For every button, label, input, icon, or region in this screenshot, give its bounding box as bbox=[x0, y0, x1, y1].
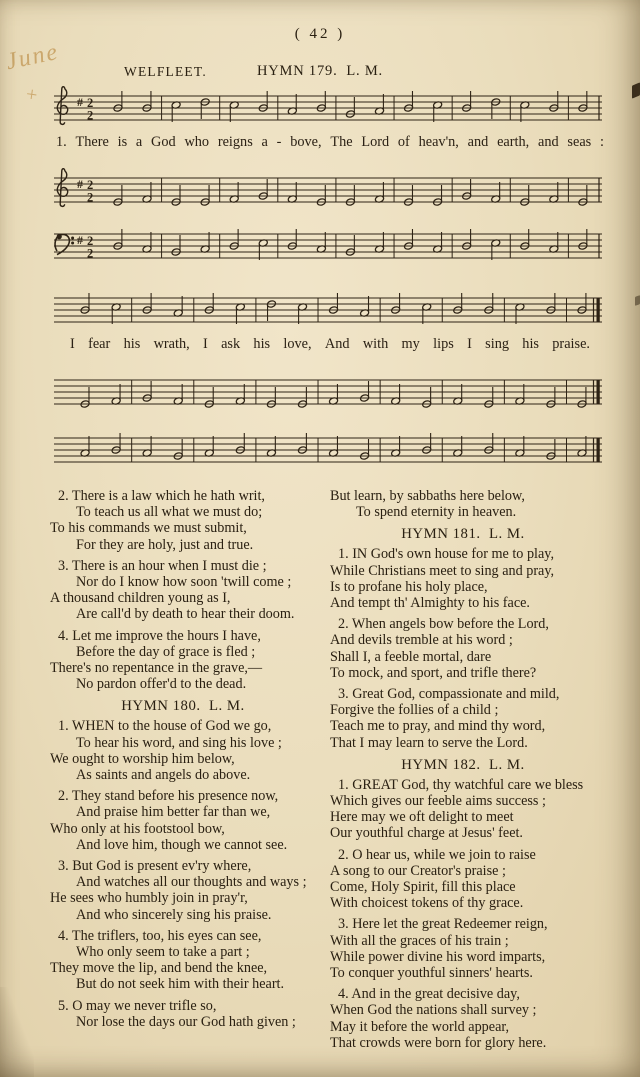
lyric-line bbox=[70, 336, 590, 353]
svg-text:#: # bbox=[77, 233, 83, 247]
verse-line: We ought to worship him below, bbox=[50, 750, 235, 767]
verse-line: No pardon offer'd to the dead. bbox=[76, 676, 247, 693]
verse-line: 3. Here let the great Redeemer reign, bbox=[338, 916, 548, 933]
verse bbox=[50, 858, 316, 923]
lyric-word: sing bbox=[485, 336, 509, 352]
verse bbox=[330, 686, 596, 751]
lyric-word: with bbox=[362, 336, 389, 352]
verse-line: 4. The triflers, too, his eyes can see, bbox=[58, 927, 262, 944]
music-staff bbox=[52, 368, 604, 416]
svg-text:2: 2 bbox=[87, 190, 94, 205]
verse-line: 4. And in the great decisive day, bbox=[338, 986, 520, 1003]
verse-line: He sees who humbly join in pray'r, bbox=[50, 890, 248, 907]
page-corner-shadow bbox=[0, 987, 34, 1077]
verse-line: With all the graces of his train ; bbox=[330, 932, 509, 949]
lyric-word: - bbox=[276, 134, 282, 150]
verse-line: May it before the world appear, bbox=[330, 1018, 510, 1035]
verse bbox=[330, 847, 596, 912]
lyric-word: a bbox=[135, 134, 143, 150]
page-number: ( 42 ) bbox=[294, 26, 346, 42]
verse-line: 1. WHEN to the house of God we go, bbox=[58, 718, 272, 735]
verse-line: Nor lose the days our God hath given ; bbox=[76, 1013, 296, 1030]
verse bbox=[50, 628, 316, 693]
verse-line: Nor do I know how soon 'twill come ; bbox=[76, 574, 292, 591]
verse-line: 2. O hear us, while we join to raise bbox=[338, 846, 536, 863]
lyric-word: 1. bbox=[56, 134, 67, 150]
verse-line: To conquer youthful sinners' hearts. bbox=[330, 965, 533, 982]
verse-line: And devils tremble at his word ; bbox=[330, 632, 513, 649]
verse-line: That I may learn to serve the Lord. bbox=[330, 734, 528, 751]
lyric-word: his bbox=[253, 336, 271, 352]
lyric-word: is bbox=[117, 134, 128, 150]
verse-line: 1. GREAT God, thy watchful care we bless bbox=[338, 776, 584, 793]
verse bbox=[50, 928, 316, 993]
lyric-word: I bbox=[203, 336, 208, 352]
verse-line: But do not seek him with their heart. bbox=[76, 976, 285, 993]
hymn-heading: HYMN 181. L. M. bbox=[401, 526, 525, 543]
verse-line: 3. There is an hour when I must die ; bbox=[58, 557, 267, 574]
verse-line: Is to profane his holy place, bbox=[330, 578, 488, 595]
verse-line: A thousand children young as I, bbox=[50, 590, 231, 607]
tune-name: WELFLEET. bbox=[124, 64, 207, 79]
lyric-word: his bbox=[123, 336, 141, 352]
verse-line: 3. But God is present ev'ry where, bbox=[58, 858, 252, 875]
left-column bbox=[50, 488, 316, 1035]
lyric-word: his bbox=[522, 336, 539, 352]
music-staff bbox=[52, 426, 604, 474]
verse-line: Our youthful charge at Jesus' feet. bbox=[330, 825, 523, 842]
verse bbox=[330, 546, 596, 611]
verse-line: 5. O may we never trifle so, bbox=[58, 997, 217, 1014]
lyric-word: praise. bbox=[552, 336, 590, 352]
lyric-word: reigns bbox=[217, 134, 253, 150]
lyric-word: bove, bbox=[290, 134, 322, 150]
verse bbox=[330, 986, 596, 1051]
music-staff bbox=[52, 286, 604, 334]
verse-line: While Christians meet to sing and pray, bbox=[330, 562, 555, 579]
verse-line: When God the nations shall survey ; bbox=[330, 1002, 537, 1019]
verse-line: And watches all our thoughts and ways ; bbox=[76, 874, 307, 891]
verse-line: Who only seem to take a part ; bbox=[76, 944, 250, 961]
lyric-word: love, bbox=[283, 336, 312, 352]
music-staff bbox=[52, 84, 604, 132]
lyric-word: ask bbox=[221, 336, 241, 352]
verse-line: To hear his word, and sing his love ; bbox=[76, 734, 282, 751]
hymn-heading: HYMN 182. L. M. bbox=[401, 756, 525, 773]
lyric-line bbox=[56, 134, 604, 151]
lyric-word: and bbox=[538, 134, 559, 150]
verse-line: And who sincerely sing his praise. bbox=[76, 906, 272, 923]
verse-line: Here may we oft delight to meet bbox=[330, 809, 514, 826]
svg-text:#: # bbox=[77, 177, 83, 191]
verse bbox=[330, 488, 596, 520]
verse-line: Shall I, a feeble mortal, dare bbox=[330, 648, 492, 665]
verse-line: Come, Holy Spirit, fill this place bbox=[330, 879, 516, 896]
handwritten-cross-mark: + bbox=[24, 83, 39, 107]
lyric-word: who bbox=[184, 134, 210, 150]
verse-line: Before the day of grace is fled ; bbox=[76, 643, 256, 660]
verse-line: 4. Let me improve the hours I have, bbox=[58, 627, 261, 644]
hymn-heading: HYMN 180. L. M. bbox=[121, 698, 245, 715]
lyric-word: lips bbox=[433, 336, 454, 352]
verse-line: While power divine his word imparts, bbox=[330, 948, 546, 965]
verse-line: To his commands we must submit, bbox=[50, 520, 247, 537]
svg-text:2: 2 bbox=[87, 178, 94, 192]
svg-text:2: 2 bbox=[87, 96, 94, 110]
verse bbox=[330, 616, 596, 681]
verse-line: 2. There is a law which he hath writ, bbox=[58, 488, 265, 504]
lyric-word: I bbox=[70, 336, 75, 352]
hymn-title: HYMN 179. L. M. bbox=[257, 63, 383, 79]
verse bbox=[50, 488, 316, 553]
right-column bbox=[330, 488, 596, 1056]
music-staff bbox=[52, 222, 604, 270]
page-edge-mark bbox=[632, 82, 640, 98]
verse-line: To spend eternity in heaven. bbox=[356, 504, 517, 521]
lyric-word: God bbox=[151, 134, 176, 150]
lyric-word: fear bbox=[88, 336, 111, 352]
verse-line: For they are holy, just and true. bbox=[76, 536, 254, 553]
verse-line: To mock, and sport, and trifle there? bbox=[330, 664, 537, 681]
lyric-word: Lord bbox=[361, 134, 390, 150]
svg-text:2: 2 bbox=[87, 108, 94, 123]
lyric-word: earth, bbox=[497, 134, 530, 150]
verse-line: As saints and angels do above. bbox=[76, 767, 251, 784]
verse-line: 2. When angels bow before the Lord, bbox=[338, 616, 549, 633]
verse-line: 1. IN God's own house for me to play, bbox=[338, 546, 554, 563]
music-staff bbox=[52, 166, 604, 214]
page-edge-mark bbox=[635, 295, 640, 306]
verse bbox=[50, 788, 316, 853]
svg-text:2: 2 bbox=[87, 234, 94, 248]
lyric-word: my bbox=[401, 336, 420, 352]
verse-line: And tempt th' Almighty to his face. bbox=[330, 595, 530, 612]
lyric-word: a bbox=[261, 134, 268, 150]
verse bbox=[330, 777, 596, 842]
svg-text:#: # bbox=[77, 95, 83, 109]
lyric-word: There bbox=[75, 134, 109, 150]
verse-line: That crowds were born for glory here. bbox=[330, 1034, 547, 1051]
handwritten-margin-note: June bbox=[3, 38, 62, 76]
verse-line: With choicest tokens of thy grace. bbox=[330, 895, 524, 912]
verse-line: 3. Great God, compassionate and mild, bbox=[338, 686, 560, 703]
lyric-word: And bbox=[324, 336, 350, 352]
lyric-word: and bbox=[467, 134, 489, 150]
lyric-word: The bbox=[330, 134, 353, 150]
verse-line: To teach us all what we must do; bbox=[76, 504, 263, 521]
verse-line: Which gives our feeble aims success ; bbox=[330, 793, 546, 810]
verse-line: Are call'd by death to hear their doom. bbox=[76, 606, 295, 623]
svg-text:2: 2 bbox=[87, 246, 94, 261]
verse-line: And love him, though we cannot see. bbox=[76, 836, 288, 853]
verse bbox=[50, 718, 316, 783]
verse-line: 2. They stand before his presence now, bbox=[58, 788, 279, 805]
lyric-word: of bbox=[397, 134, 410, 150]
verse bbox=[330, 916, 596, 981]
verse-line: They move the lip, and bend the knee, bbox=[50, 960, 268, 977]
verse-line: But learn, by sabbaths here below, bbox=[330, 488, 525, 504]
verse bbox=[50, 558, 316, 623]
verse bbox=[50, 998, 316, 1030]
verse-line: Teach me to pray, and mind thy word, bbox=[330, 718, 546, 735]
lyric-word: I bbox=[467, 336, 472, 352]
verse-line: There's no repentance in the grave,— bbox=[50, 660, 263, 677]
lyric-word: wrath, bbox=[153, 336, 190, 352]
verse-line: Who only at his footstool bow, bbox=[50, 820, 225, 837]
verse-line: And praise him better far than we, bbox=[76, 804, 271, 821]
verse-line: A song to our Creator's praise ; bbox=[330, 862, 506, 879]
lyric-word: : bbox=[600, 134, 604, 150]
verse-line: Forgive the follies of a child ; bbox=[330, 702, 499, 719]
lyric-word: seas bbox=[567, 134, 592, 150]
lyric-word: heav'n, bbox=[418, 134, 459, 150]
